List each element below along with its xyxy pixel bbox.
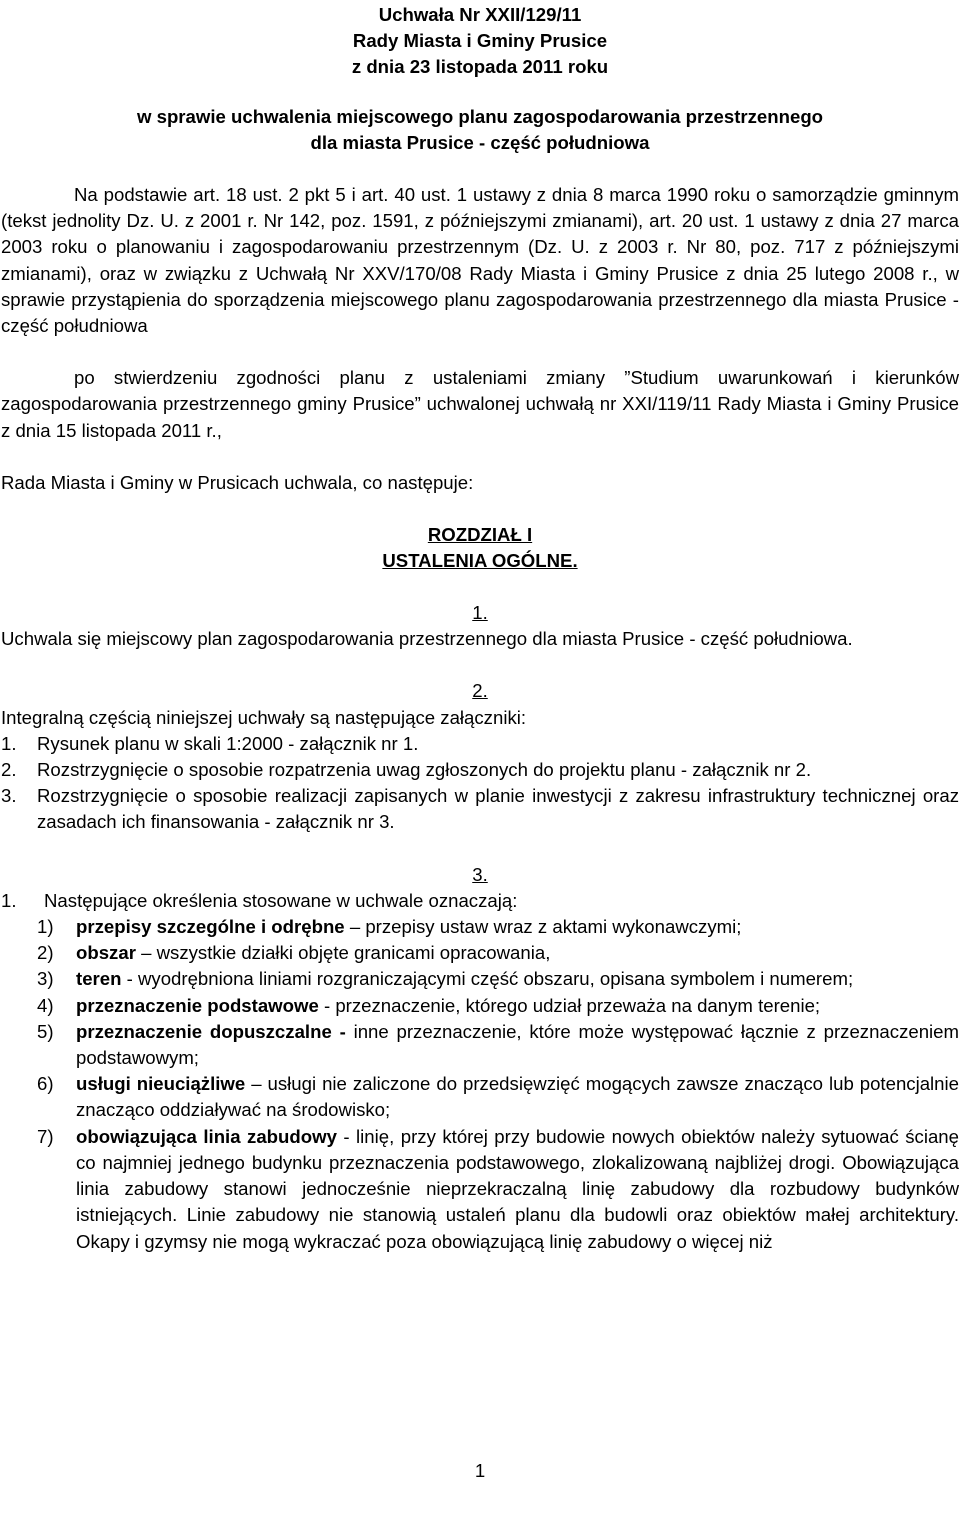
- attachment-item: [1, 731, 959, 757]
- definition-item: [1, 914, 959, 940]
- paragraph-mark-2: [1, 678, 959, 704]
- definition-number: 7): [37, 1125, 54, 1147]
- definition-number: 4): [37, 994, 54, 1016]
- finding-paragraph: po stwierdzeniu zgodności planu z ustaleniami zmiany ”Studium uwarunkowań i kierunków zagospodarowania przestrzennego gminy Prusice” uchwalonej uchwałą nr XXI/119/11 Rady Miasta i Gminy Prusice z dnia 15 listopada 2011 r.,: [1, 367, 959, 441]
- attachment-item-text: Rysunek planu w skali 1:2000 - załącznik nr 1.: [37, 732, 419, 754]
- definition-number: 1): [37, 916, 54, 938]
- page-number: 1: [474, 1460, 486, 1481]
- definition-item: [1, 993, 959, 1019]
- resolves-paragraph: Rada Miasta i Gminy w Prusicach uchwala, co następuje:: [1, 471, 474, 493]
- chapter-title: USTALENIA OGÓLNE.: [382, 550, 578, 572]
- resolution-subject-line1: w sprawie uchwalenia miejscowego planu zagospodarowania przestrzennego: [136, 106, 824, 127]
- definitions-intro-item: [1, 888, 959, 914]
- paragraph-mark-1: [1, 600, 959, 626]
- definition-item: [1, 966, 959, 992]
- paragraph-mark-1-number: 1.: [472, 602, 488, 624]
- definition-term: obszar: [76, 942, 136, 964]
- attachment-item-text: Rozstrzygnięcie o sposobie rozpatrzenia uwag zgłoszonych do projektu planu - załącznik nr 2.: [37, 759, 812, 781]
- resolution-subject-line2: dla miasta Prusice - część południowa: [310, 132, 650, 153]
- paragraph-mark-2-number: 2.: [472, 680, 488, 702]
- definition-text: inne przeznaczenie, które może występować łącznie z przeznaczeniem podstawowym;: [76, 1020, 960, 1069]
- definitions-list: [1, 914, 959, 1255]
- definition-text: – usługi nie zaliczone do przedsięwzięć mogących zawsze znacząco lub potencjalnie znacząco oddziaływać na środowisko;: [76, 1073, 959, 1121]
- issuing-council: Rady Miasta i Gminy Prusice: [352, 30, 608, 51]
- definition-number: 2): [37, 942, 54, 964]
- definition-item: [1, 1124, 959, 1255]
- attachment-item: [1, 783, 959, 835]
- definition-item: [1, 1071, 959, 1123]
- resolution-number: Uchwała Nr XXII/129/11: [378, 4, 582, 25]
- definition-text: - linię, przy której przy budowie nowych obiektów należy sytuować ścianę co najmniej jednego budynku przeznaczenia podstawowego, zlokalizowaną najbliżej drogi. Obowiązująca linia zabudowy stanowi jednocześnie nieprzekraczalną linię zabudowy dla rozbudowy budynków istniejących. Linie zabudowy nie stanowią ustaleń planu dla budowli oraz obiektów małej architektury. Okapy i gzymsy nie mogą wykraczać poza obowiązującą linię zabudowy o więcej niż: [76, 1125, 959, 1252]
- definition-item: [1, 940, 959, 966]
- attachment-item-text: Rozstrzygnięcie o sposobie realizacji zapisanych w planie inwestycji z zakresu infrastruktury technicznej oraz zasadach ich finansowania - załącznik nr 3.: [37, 785, 959, 833]
- definition-text: – przepisy ustaw wraz z aktami wykonawczymi;: [344, 916, 742, 938]
- attachments-list: [1, 731, 959, 836]
- definitions-point-number: 1.: [1, 889, 17, 911]
- attachment-item-number: 1.: [1, 732, 17, 754]
- definition-term: usługi nieuciążliwe: [76, 1073, 246, 1095]
- definition-text: – wszystkie działki objęte granicami opracowania,: [135, 942, 551, 964]
- definition-term: przeznaczenie dopuszczalne -: [76, 1020, 346, 1042]
- definition-number: 3): [37, 968, 54, 990]
- definition-term: przeznaczenie podstawowe: [76, 994, 319, 1016]
- definition-term: teren: [76, 968, 122, 990]
- paragraph-mark-3: [1, 862, 959, 888]
- definition-text: - przeznaczenie, którego udział przeważa na danym terenie;: [318, 994, 821, 1016]
- attachments-intro: Integralną częścią niniejszej uchwały są następujące załączniki:: [1, 706, 527, 728]
- resolution-date: z dnia 23 listopada 2011 roku: [351, 56, 609, 77]
- definition-text: - wyodrębniona liniami rozgraniczającymi część obszaru, opisana symbolem i numerem;: [121, 968, 854, 990]
- chapter-number: ROZDZIAŁ I: [427, 524, 533, 546]
- paragraph-mark-3-number: 3.: [472, 863, 488, 885]
- definition-term: przepisy szczególne i odrębne: [76, 916, 345, 938]
- definition-number: 5): [37, 1020, 54, 1042]
- attachment-item: [1, 757, 959, 783]
- definition-item: [1, 1019, 959, 1071]
- definitions-intro: Następujące określenia stosowane w uchwale oznaczają:: [44, 889, 518, 911]
- attachment-item-number: 3.: [1, 785, 17, 807]
- definition-number: 6): [37, 1073, 54, 1095]
- paragraph-1-text: Uchwala się miejscowy plan zagospodarowania przestrzennego dla miasta Prusice - część południowa.: [1, 628, 853, 650]
- definition-term: obowiązująca linia zabudowy: [76, 1125, 337, 1147]
- attachment-item-number: 2.: [1, 759, 17, 781]
- legal-basis-paragraph: Na podstawie art. 18 ust. 2 pkt 5 i art. 40 ust. 1 ustawy z dnia 8 marca 1990 roku o samorządzie gminnym (tekst jednolity Dz. U. z 2001 r. Nr 142, poz. 1591, z późniejszymi zmianami), art. 20 ust. 1 ustawy z dnia 27 marca 2003 roku o planowaniu i zagospodarowaniu przestrzennym (Dz. U. z 2003 r. Nr 80, poz. 717 z późniejszymi zmianami), oraz w związku z Uchwałą Nr XXV/170/08 Rady Miasta i Gminy Prusice z dnia 25 lutego 2008 r., w sprawie przystąpienia do sporządzenia miejscowego planu zagospodarowania przestrzennego dla miasta Prusice - część południowa: [1, 184, 959, 337]
